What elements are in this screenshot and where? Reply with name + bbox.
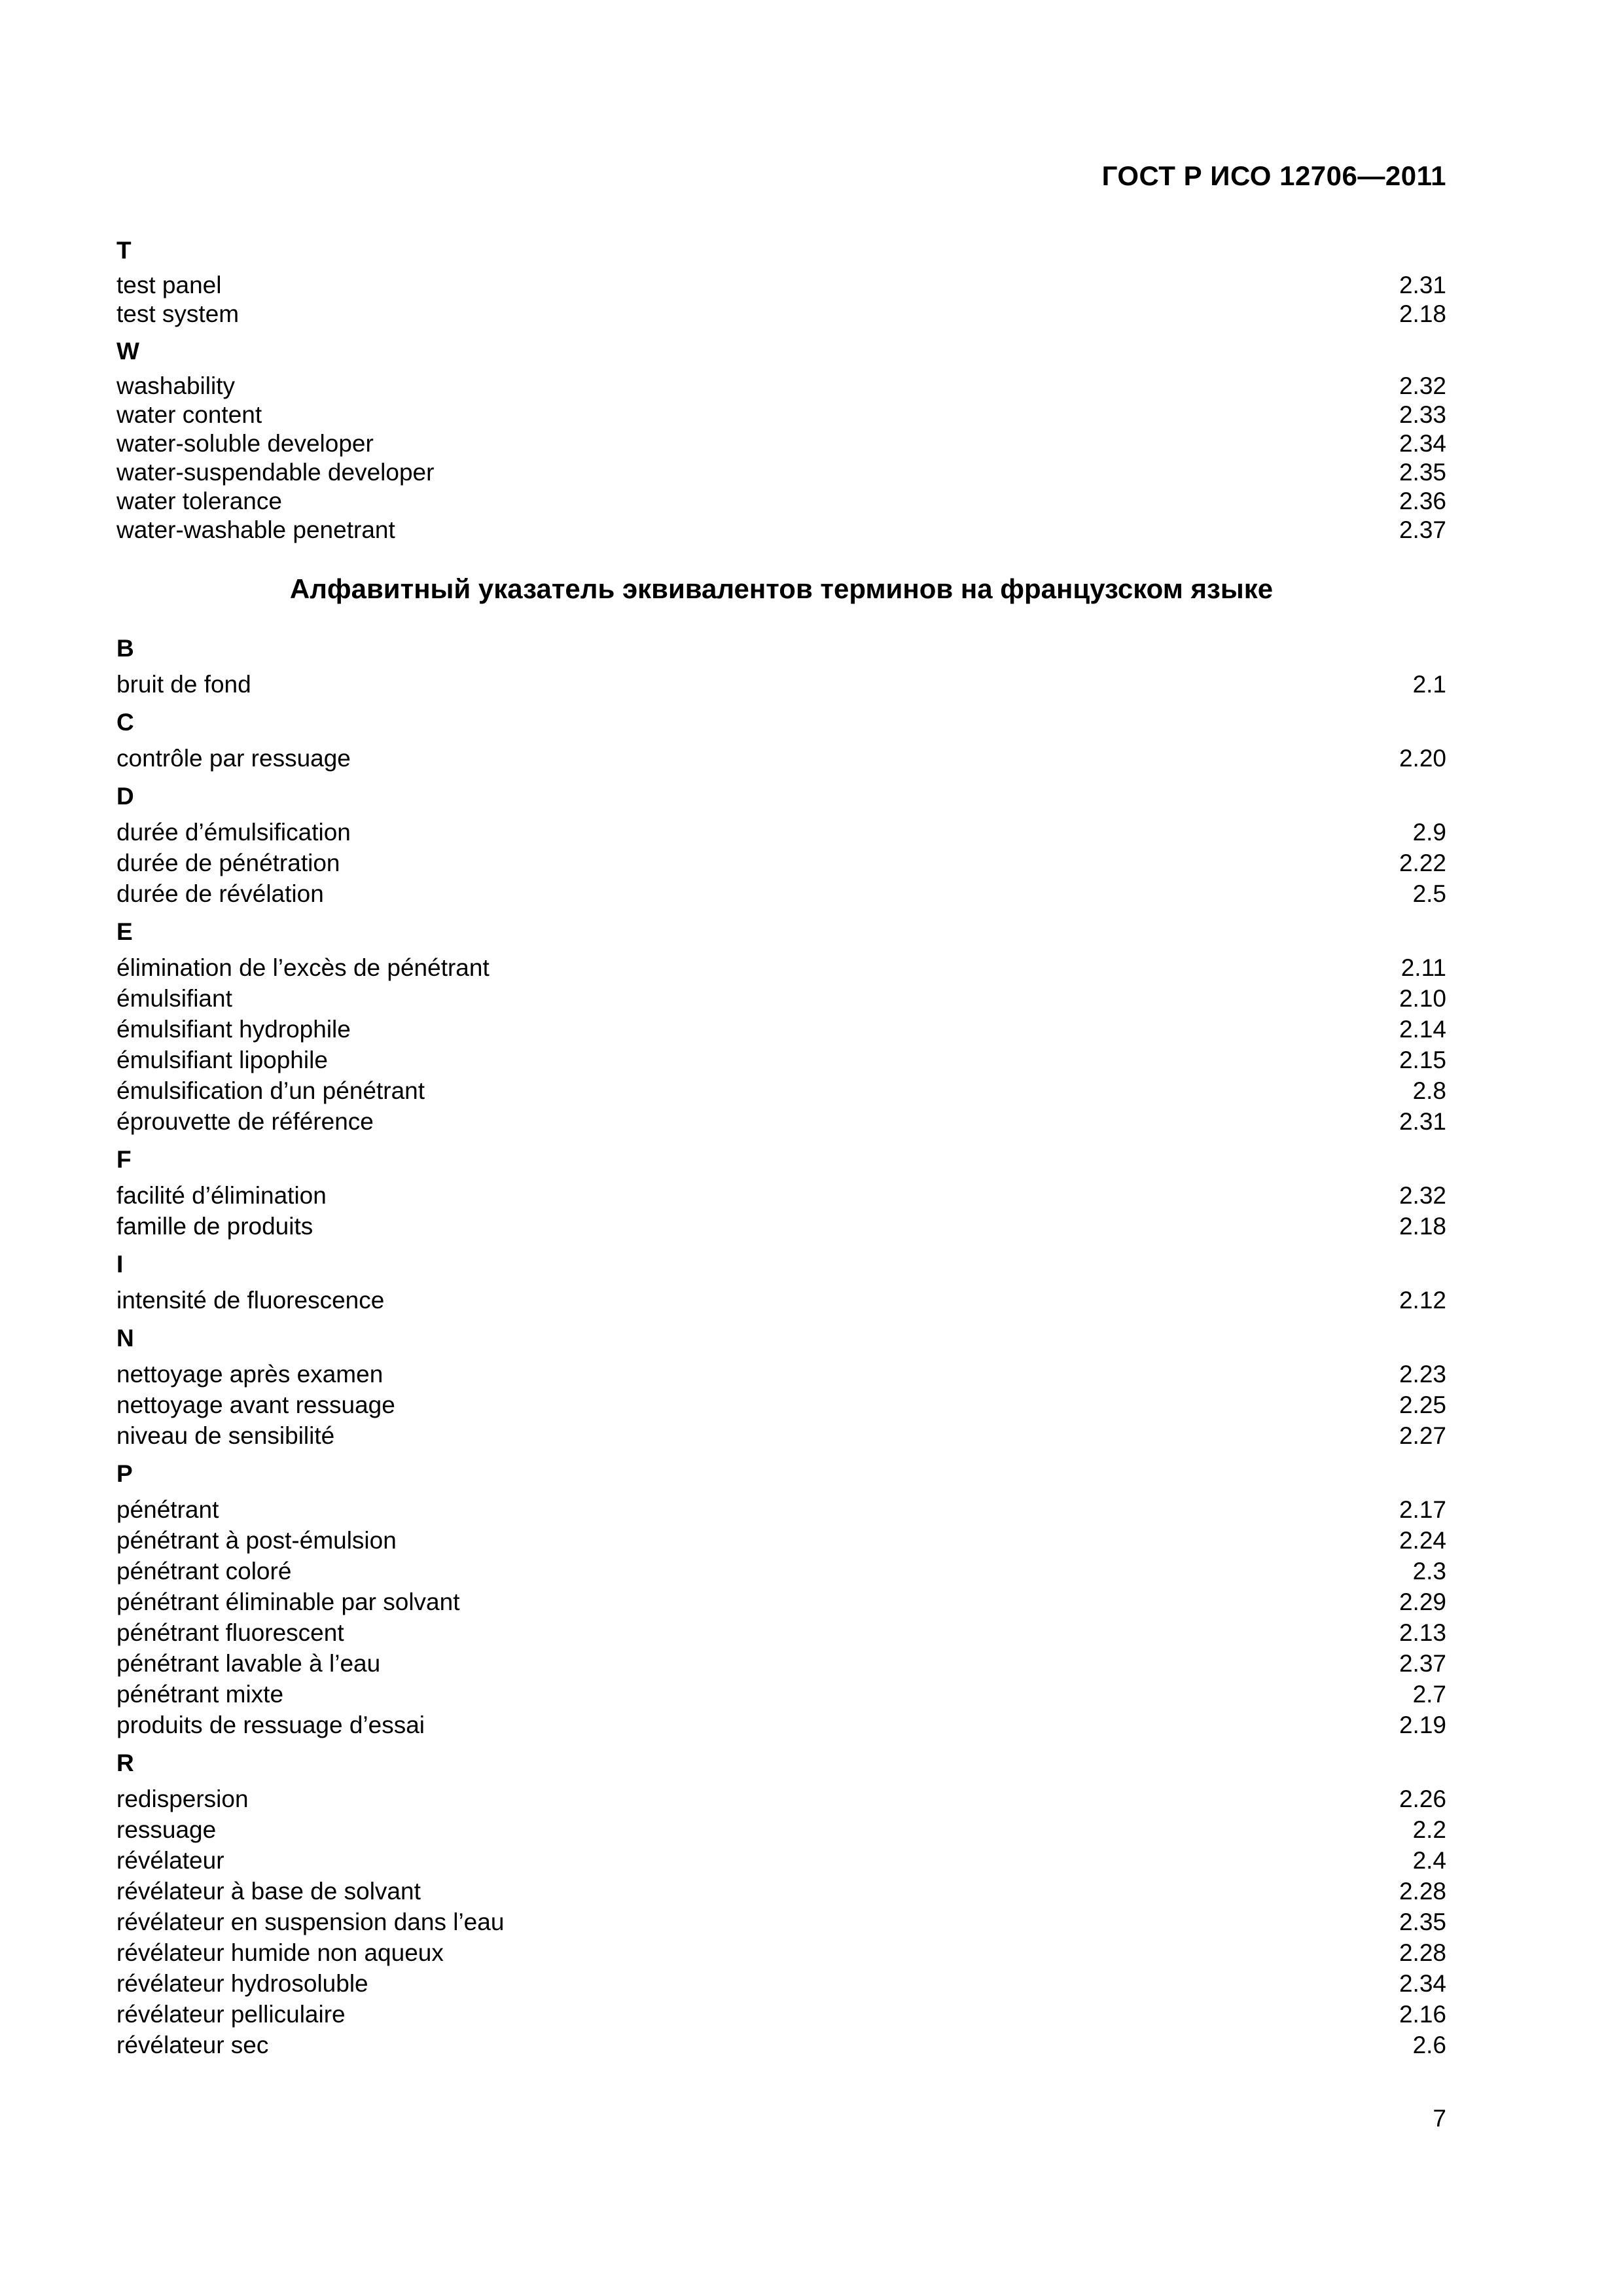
index-letter-heading: C (116, 709, 134, 736)
index-entry (116, 271, 1446, 300)
index-entry (116, 1494, 1446, 1525)
index-reference-number: 2.23 (1399, 1361, 1446, 1388)
index-entry (116, 1648, 1446, 1679)
index-term: washability (116, 372, 235, 399)
index-term: test panel (116, 272, 222, 298)
index-entry (116, 1106, 1446, 1137)
index-entry (116, 952, 1446, 983)
index-reference-number: 2.29 (1399, 1588, 1446, 1615)
index-reference-number: 2.13 (1399, 1619, 1446, 1646)
index-reference-number: 2.20 (1399, 745, 1446, 772)
index-reference-number: 2.35 (1399, 1909, 1446, 1935)
index-term: famille de produits (116, 1213, 313, 1240)
index-entry (116, 1845, 1446, 1876)
french-index (116, 628, 1446, 2063)
index-entry (116, 878, 1446, 909)
index-entry (116, 1784, 1446, 1814)
index-entry (116, 1014, 1446, 1045)
index-term: révélateur hydrosoluble (116, 1970, 368, 1997)
index-entry (116, 1420, 1446, 1451)
index-term: ressuage (116, 1816, 217, 1843)
index-entry (116, 1525, 1446, 1556)
index-reference-number: 2.22 (1399, 850, 1446, 876)
index-entry (116, 458, 1446, 487)
index-term: bruit de fond (116, 671, 251, 698)
index-letter-heading: I (116, 1251, 124, 1278)
index-entry (116, 1679, 1446, 1710)
index-entry (116, 1211, 1446, 1242)
index-reference-number: 2.10 (1399, 985, 1446, 1012)
index-term: révélateur (116, 1847, 224, 1874)
index-reference-number: 2.17 (1399, 1496, 1446, 1523)
index-reference-number: 2.6 (1412, 2032, 1446, 2058)
index-term: nettoyage avant ressuage (116, 1391, 395, 1418)
index-letter-heading: F (116, 1146, 132, 1173)
index-entry (116, 848, 1446, 878)
index-entry (116, 1968, 1446, 1999)
index-letter-heading: B (116, 635, 134, 662)
index-term: émulsifiant (116, 985, 232, 1012)
index-term: water tolerance (116, 488, 282, 514)
index-term: pénétrant éliminable par solvant (116, 1588, 460, 1615)
index-entry (116, 401, 1446, 429)
index-term: durée d’émulsification (116, 819, 351, 846)
index-term: durée de révélation (116, 880, 324, 907)
index-letter-heading: P (116, 1460, 133, 1487)
index-entry (116, 1556, 1446, 1587)
index-reference-number: 2.28 (1399, 1878, 1446, 1905)
index-entry (116, 1045, 1446, 1075)
index-letter-group (116, 702, 1446, 774)
index-reference-number: 2.24 (1399, 1527, 1446, 1554)
index-reference-number: 2.32 (1399, 1182, 1446, 1209)
index-reference-number: 2.15 (1399, 1047, 1446, 1073)
index-term: pénétrant à post-émulsion (116, 1527, 397, 1554)
index-term: émulsifiant lipophile (116, 1047, 328, 1073)
index-term: éprouvette de référence (116, 1108, 374, 1135)
index-term: pénétrant coloré (116, 1558, 292, 1585)
index-reference-number: 2.9 (1412, 819, 1446, 846)
index-term: intensité de fluorescence (116, 1287, 385, 1314)
index-letter-group (116, 1454, 1446, 1740)
index-entry (116, 817, 1446, 848)
index-entry (116, 300, 1446, 329)
document-code-header: ГОСТ Р ИСО 12706—2011 (1101, 160, 1446, 191)
index-term: test system (116, 300, 240, 327)
index-reference-number: 2.7 (1412, 1681, 1446, 1708)
index-entry (116, 1390, 1446, 1420)
index-reference-number: 2.35 (1399, 459, 1446, 486)
index-entry (116, 1907, 1446, 1937)
index-entry (116, 2030, 1446, 2060)
index-letter-heading: R (116, 1749, 134, 1776)
index-term: pénétrant fluorescent (116, 1619, 344, 1646)
index-entry (116, 1937, 1446, 1968)
index-entry (116, 1814, 1446, 1845)
index-term: redispersion (116, 1785, 249, 1812)
index-reference-number: 2.37 (1399, 1650, 1446, 1677)
index-entry (116, 1710, 1446, 1740)
index-letter-group (116, 912, 1446, 1137)
index-reference-number: 2.16 (1399, 2001, 1446, 2028)
index-term: émulsifiant hydrophile (116, 1016, 351, 1043)
english-index-continuation (116, 230, 1446, 547)
index-reference-number: 2.28 (1399, 1939, 1446, 1966)
index-term: pénétrant mixte (116, 1681, 284, 1708)
index-entry (116, 1285, 1446, 1316)
index-letter-group (116, 1743, 1446, 2060)
index-letter-group (116, 331, 1446, 545)
index-reference-number: 2.27 (1399, 1422, 1446, 1449)
french-index-title: Алфавитный указатель эквивалентов терминов на французском языке (289, 573, 1274, 604)
index-reference-number: 2.3 (1412, 1558, 1446, 1585)
index-term: pénétrant (116, 1496, 219, 1523)
index-term: élimination de l’excès de pénétrant (116, 954, 490, 981)
index-entry (116, 743, 1446, 774)
index-reference-number: 2.14 (1399, 1016, 1446, 1043)
index-reference-number: 2.5 (1412, 880, 1446, 907)
index-entry (116, 983, 1446, 1014)
index-letter-group (116, 1318, 1446, 1451)
index-reference-number: 2.11 (1400, 954, 1446, 981)
index-letter-group (116, 776, 1446, 909)
index-reference-number: 2.18 (1399, 1213, 1446, 1240)
index-letter-heading: T (116, 237, 132, 264)
index-entry (116, 1999, 1446, 2030)
index-entry (116, 1587, 1446, 1617)
index-entry (116, 669, 1446, 700)
index-term: nettoyage après examen (116, 1361, 383, 1388)
index-term: water-washable penetrant (116, 516, 395, 543)
index-entry (116, 1180, 1446, 1211)
index-reference-number: 2.34 (1399, 430, 1446, 457)
index-entry (116, 1876, 1446, 1907)
index-entry (116, 1617, 1446, 1648)
index-term: révélateur sec (116, 2032, 269, 2058)
index-entry (116, 1075, 1446, 1106)
index-entry (116, 516, 1446, 545)
index-term: water content (116, 401, 262, 428)
index-term: durée de pénétration (116, 850, 340, 876)
page-number: 7 (1433, 2105, 1446, 2132)
index-reference-number: 2.37 (1399, 516, 1446, 543)
index-term: émulsification d’un pénétrant (116, 1077, 425, 1104)
index-term: niveau de sensibilité (116, 1422, 335, 1449)
index-term: révélateur pelliculaire (116, 2001, 346, 2028)
index-term: facilité d’élimination (116, 1182, 327, 1209)
index-reference-number: 2.31 (1399, 1108, 1446, 1135)
index-reference-number: 2.4 (1412, 1847, 1446, 1874)
index-term: water-soluble developer (116, 430, 374, 457)
index-entry (116, 372, 1446, 401)
index-reference-number: 2.25 (1399, 1391, 1446, 1418)
index-reference-number: 2.18 (1399, 300, 1446, 327)
index-term: révélateur en suspension dans l’eau (116, 1909, 505, 1935)
index-reference-number: 2.31 (1399, 272, 1446, 298)
index-reference-number: 2.2 (1412, 1816, 1446, 1843)
index-reference-number: 2.8 (1412, 1077, 1446, 1104)
index-letter-group (116, 1244, 1446, 1316)
index-entry (116, 487, 1446, 516)
index-entry (116, 1359, 1446, 1390)
index-reference-number: 2.19 (1399, 1712, 1446, 1738)
index-reference-number: 2.26 (1399, 1785, 1446, 1812)
index-reference-number: 2.36 (1399, 488, 1446, 514)
index-letter-heading: D (116, 783, 134, 810)
index-term: produits de ressuage d’essai (116, 1712, 425, 1738)
index-reference-number: 2.32 (1399, 372, 1446, 399)
index-letter-group (116, 1139, 1446, 1242)
index-reference-number: 2.1 (1412, 671, 1446, 698)
index-letter-heading: N (116, 1325, 134, 1352)
index-letter-heading: E (116, 918, 133, 945)
index-letter-group (116, 230, 1446, 329)
index-term: water-suspendable developer (116, 459, 435, 486)
index-letter-heading: W (116, 338, 139, 365)
index-term: contrôle par ressuage (116, 745, 351, 772)
index-reference-number: 2.34 (1399, 1970, 1446, 1997)
index-term: révélateur à base de solvant (116, 1878, 421, 1905)
index-term: pénétrant lavable à l’eau (116, 1650, 381, 1677)
index-letter-group (116, 628, 1446, 700)
index-reference-number: 2.33 (1399, 401, 1446, 428)
index-entry (116, 429, 1446, 458)
index-reference-number: 2.12 (1399, 1287, 1446, 1314)
index-term: révélateur humide non aqueux (116, 1939, 444, 1966)
